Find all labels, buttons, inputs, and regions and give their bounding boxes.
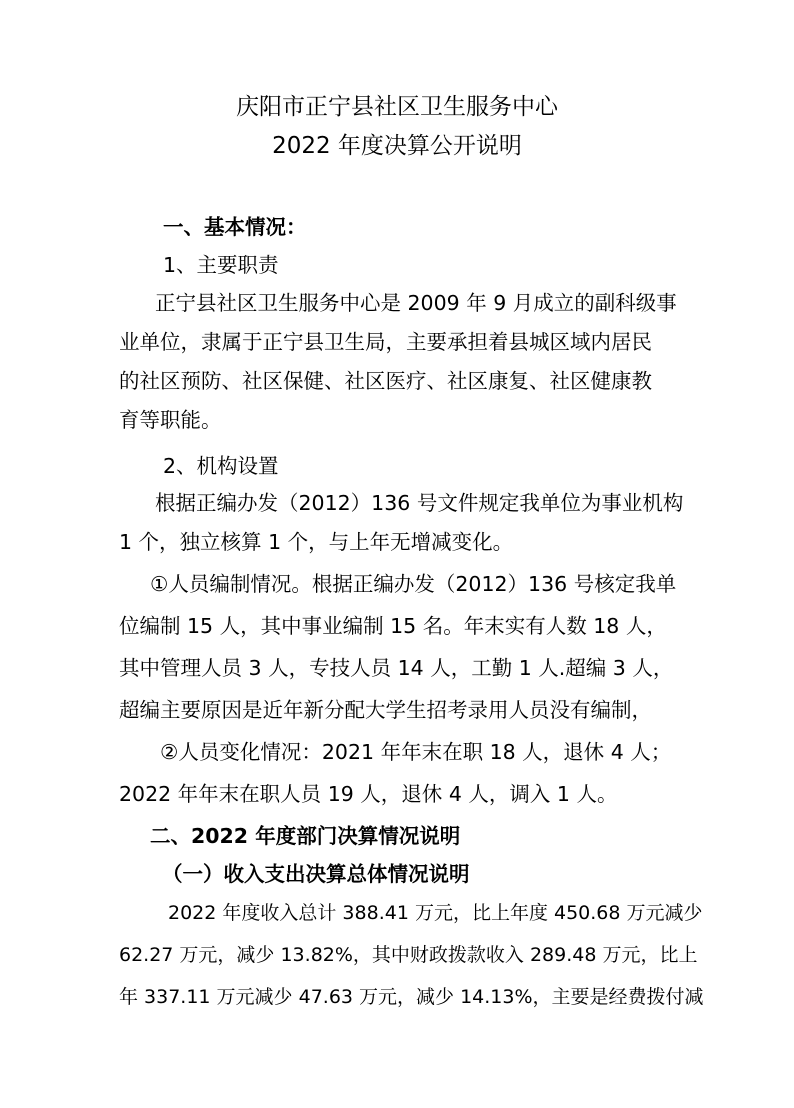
income-line-2: 62.27 万元，减少 13.82%，其中财政拨款收入 289.48 万元，比上 [119, 944, 698, 966]
org-line-1: 根据正编办发（2012）136 号文件规定我单位为事业机构 [155, 491, 684, 515]
sub2-heading: 2、机构设置 [163, 454, 279, 478]
document-title-line1: 庆阳市正宁县社区卫生服务中心 [236, 94, 558, 120]
duties-line-2: 业单位，隶属于正宁县卫生局，主要承担着县城区域内居民 [119, 330, 652, 354]
org-line-2: 1 个，独立核算 1 个，与上年无增减变化。 [119, 530, 514, 554]
duties-line-4: 育等职能。 [119, 408, 222, 432]
income-line-1: 2022 年度收入总计 388.41 万元，比上年度 450.68 万元减少 [168, 902, 703, 924]
staff-line-1: ①人员编制情况。根据正编办发（2012）136 号核定我单 [150, 572, 677, 596]
section2-heading: 二、2022 年度部门决算情况说明 [150, 824, 461, 848]
sub1-heading: 1、主要职责 [163, 253, 279, 277]
document-title-line2: 2022 年度决算公开说明 [272, 133, 522, 159]
duties-line-1: 正宁县社区卫生服务中心是 2009 年 9 月成立的副科级事 [155, 291, 677, 315]
change-line-2: 2022 年年末在职人员 19 人，退休 4 人，调入 1 人。 [119, 782, 618, 806]
staff-line-4: 超编主要原因是近年新分配大学生招考录用人员没有编制， [119, 698, 652, 722]
sub3-heading: （一）收入支出决算总体情况说明 [162, 862, 470, 886]
section1-heading: 一、基本情况： [163, 215, 307, 239]
staff-line-2: 位编制 15 人，其中事业编制 15 名。年末实有人数 18 人， [119, 614, 667, 638]
change-line-1: ②人员变化情况：2021 年年末在职 18 人，退休 4 人； [160, 740, 672, 764]
income-line-3: 年 337.11 万元减少 47.63 万元，减少 14.13%，主要是经费拨付减 [119, 986, 704, 1008]
staff-line-3: 其中管理人员 3 人，专技人员 14 人，工勤 1 人.超编 3 人， [119, 656, 674, 680]
duties-line-3: 的社区预防、社区保健、社区医疗、社区康复、社区健康教 [119, 369, 652, 393]
